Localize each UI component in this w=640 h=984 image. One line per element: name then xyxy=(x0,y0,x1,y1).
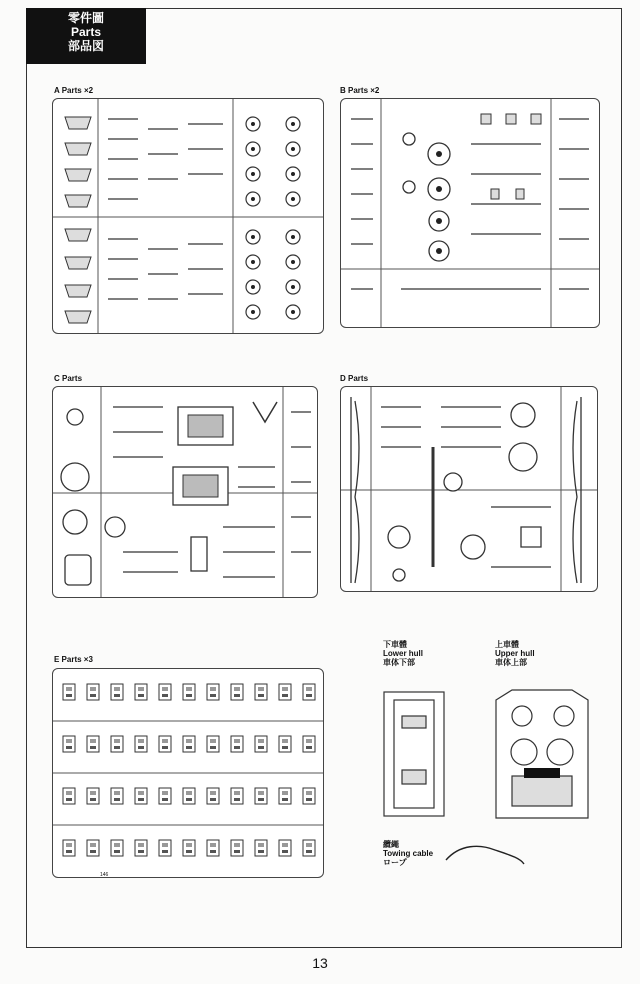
sprue-e-label: E Parts ×3 xyxy=(54,655,93,664)
parts-header xyxy=(26,8,146,64)
towing-cable-en: Towing cable xyxy=(383,849,434,859)
upper-hull-en: Upper hull xyxy=(495,649,535,659)
sprue-d-drawing xyxy=(341,387,598,592)
sprue-c-label: C Parts xyxy=(54,374,83,383)
lower-hull-en: Lower hull xyxy=(383,649,423,659)
header-zh: 零件圖 xyxy=(67,11,104,25)
sprue-d xyxy=(340,386,598,592)
sprue-e-drawing xyxy=(53,669,324,878)
sprue-b-label: B Parts ×2 xyxy=(340,86,380,95)
towing-cable-zh: 纜繩 xyxy=(383,840,399,849)
towing-cable-label xyxy=(383,840,433,868)
sprue-b xyxy=(340,98,600,328)
sprue-a xyxy=(52,98,324,334)
upper-hull-zh: 上車體 xyxy=(495,640,519,649)
lower-hull-zh: 下車體 xyxy=(383,640,407,649)
sprue-d-label: D Parts xyxy=(340,374,369,383)
sprue-e xyxy=(52,668,324,878)
sprue-e-corner-mark: 146 xyxy=(100,872,109,878)
sprue-b-drawing xyxy=(341,99,600,328)
sprue-a-drawing xyxy=(53,99,324,334)
lower-hull-drawing xyxy=(380,688,448,820)
sprue-c xyxy=(52,386,318,598)
upper-hull-drawing xyxy=(492,686,592,822)
towing-cable-drawing xyxy=(440,840,530,870)
sprue-a-label: A Parts ×2 xyxy=(54,86,94,95)
towing-cable-ja: ロープ xyxy=(383,858,407,868)
lower-hull-label xyxy=(383,640,423,668)
header-ja: 部品図 xyxy=(67,38,104,53)
header-en: Parts xyxy=(70,24,102,39)
upper-hull-label xyxy=(495,640,535,668)
lower-hull-ja: 車体下部 xyxy=(383,658,415,668)
page-number: 13 xyxy=(312,955,328,971)
sprue-c-drawing xyxy=(53,387,318,598)
upper-hull-ja: 車体上部 xyxy=(495,658,527,668)
